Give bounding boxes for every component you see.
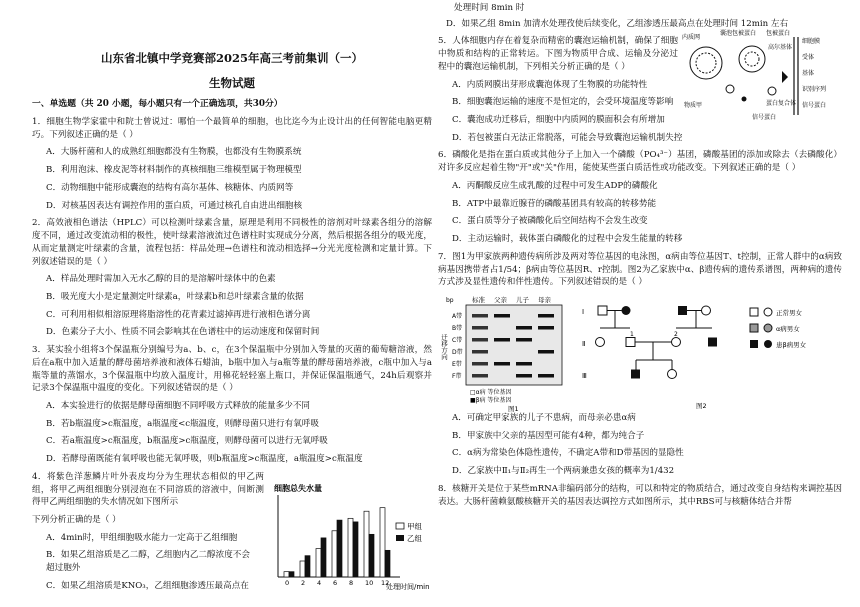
label-membrane: 细胞膜 xyxy=(802,38,821,46)
ped-I2 xyxy=(622,306,631,315)
ped-legend-3: 患β病男女 xyxy=(776,340,807,349)
label-l3: 识别序列 xyxy=(802,86,827,94)
bar-甲组-2 xyxy=(300,561,305,577)
q7-stem: 7．图1为甲家族两种遗传病所涉及两对等位基因的电泳图，α病由等位基因T、t控制，正常人群中的α病致病基因携带者占1/54；β病由等位基因R、r控制。图2为乙家族中α、β遗传病的遗传系谱图，两种病的遗传方式涉及显性遗传和伴性遗传。下列叙述错误的是（ ） xyxy=(438,251,842,288)
gel-col-1: 父亲 xyxy=(494,295,507,304)
ped-I1 xyxy=(598,306,607,315)
gel-band xyxy=(494,314,510,318)
gen-III: Ⅲ xyxy=(582,371,587,380)
legend-alpha-male xyxy=(750,324,758,332)
label-l1: 受体 xyxy=(802,54,815,62)
bar-甲组-12 xyxy=(380,508,385,577)
ped-caption: 图2 xyxy=(696,401,707,410)
q4-option-d: D．如果乙组 8min 加清水处理孜使后续变化，乙组渗透压最高点在处理时间 12min 左右 xyxy=(446,18,789,29)
gel-band xyxy=(516,362,532,366)
er-inner xyxy=(696,53,716,73)
x-tick-12: 12 xyxy=(381,578,390,587)
right-column xyxy=(438,0,842,513)
ped-III2 xyxy=(668,369,677,378)
bar-甲组-6 xyxy=(332,531,337,577)
ped-II-b xyxy=(708,337,717,346)
ped-I4 xyxy=(702,306,711,315)
x-tick-6: 6 xyxy=(333,578,338,587)
ped-II1 xyxy=(626,337,635,346)
gel-row-label: A带 xyxy=(452,312,463,320)
q4-option-b: B．如果乙组溶质是乙二醇，乙组胞内乙二醇浓度不会 xyxy=(46,550,250,561)
gel-band xyxy=(494,338,510,342)
ped-III1 xyxy=(631,369,640,378)
gel-band xyxy=(472,314,488,318)
legend-label-yi: 乙组 xyxy=(407,533,422,543)
ped-I3 xyxy=(678,306,687,315)
gel-band xyxy=(516,326,532,330)
q7-option-a: A．可确定甲家族的儿子不患病，而母亲必患α病 xyxy=(452,412,636,423)
q2-option-b: B．吸光度大小是定量测定叶绿素a，叶绿素b和总叶绿素含量的依据 xyxy=(46,291,304,302)
label-golgi: 高尔基体 xyxy=(768,44,793,52)
page-title: 山东省北镇中学竞赛部2025年高三考前集训（一） xyxy=(100,51,363,65)
q1-option-c: C．动物细胞中能形成囊泡的结构有高尔基体、核糖体、内质网等 xyxy=(46,182,294,193)
q3-option-b: B．若b瓶温度>c瓶温度，a瓶温度<c瓶温度，则酵母菌只进行有氧呼吸 xyxy=(46,418,319,429)
gel-band xyxy=(472,350,488,354)
gen-II: Ⅱ xyxy=(582,339,586,348)
q2-option-c: C．可利用相似相溶原理将脂溶性的花青素过滤掉再进行液相色谱分离 xyxy=(46,309,311,320)
q4-option-b-cont: 超过胞外 xyxy=(46,563,81,574)
ped-II-a xyxy=(596,337,605,346)
water-loss-bar-chart xyxy=(268,481,436,593)
label-vesicle: 囊泡包被蛋白 xyxy=(720,30,757,38)
gel-band xyxy=(538,374,554,378)
left-column xyxy=(32,0,432,598)
gel-legend-2: ■β病 等位基因 xyxy=(470,396,512,404)
gel-row-label: B带 xyxy=(452,324,463,332)
gel-axis-label: 迁移方向 xyxy=(440,333,448,360)
bar-甲组-0 xyxy=(284,572,289,577)
gel-caption: 图1 xyxy=(508,404,519,413)
chart-x-label: 处理时间/min xyxy=(386,582,430,591)
q6-stem: 6．磷酸化是指在蛋白质或其他分子上加入一个磷酸（PO₄³⁻）基团，磷酸基团的添加或除去（去磷酸化）对许多反应起着生物"开"或"关"作用，能使某些蛋白质活性或功能改变。下列叙述正确的是（ ） xyxy=(438,150,842,174)
label-l4: 信号蛋白 xyxy=(802,102,827,110)
er-shape xyxy=(690,47,722,79)
q3-option-a: A．本实验进行的依据是酵母菌细胞不同呼吸方式释放的能量多少不同 xyxy=(46,400,311,411)
gel-row-label: D带 xyxy=(452,348,463,356)
gel-band xyxy=(516,338,532,342)
bar-甲组-10 xyxy=(364,511,369,577)
bar-甲组-4 xyxy=(316,548,321,576)
vesicle-1 xyxy=(726,85,734,93)
ped-num-2: 2 xyxy=(674,330,678,338)
q1-option-b: B．利用泡沫、橡皮泥等材料制作的真核细胞三维模型属于物理模型 xyxy=(46,165,302,176)
ped-legend-2: α病男女 xyxy=(776,324,800,333)
vesicle-2 xyxy=(768,87,776,95)
chart-x-ticks xyxy=(285,579,389,587)
gel-row-label: F带 xyxy=(452,372,462,380)
q6-option-b: B．ATP中最靠近腺苷的磷酸基团具有较高的转移势能 xyxy=(452,198,657,209)
label-receptor: 包被蛋白 xyxy=(766,30,791,38)
q8-stem: 8．核糖开关是位于某些mRNA非编码部分的结构，可以和特定的物质结合，通过改变自身结构来调控基因表达。大肠杆菌赖氨酸核糖开关的基因表达调控方式如图所示，其中RBS可与核糖体结合并帮 xyxy=(438,483,842,507)
bar-乙组-12 xyxy=(385,550,390,577)
gen-I: Ⅰ xyxy=(582,307,585,316)
q5-option-c: C．囊泡成功迁移后，细胞中内质网的膜面积会有所增加 xyxy=(452,115,665,126)
legend-beta-male xyxy=(750,340,758,348)
bar-乙组-6 xyxy=(337,520,342,577)
gel-col-3: 母亲 xyxy=(538,295,551,304)
q3-stem: 3．某实验小组将3个保温瓶分别编号为a、b、c，在3个保温瓶中分别加入等量的灭菌的葡萄糖溶液，然后在a瓶中加入适量的酵母菌培养液和液体石蜡油，b瓶中加入与a瓶等量的酵母菌培养液，c瓶中加入与a瓶等量的蒸馏水，3个保温瓶中均放入温度计，用棉花轻轻塞上瓶口，并保证保温瓶通气，24h后观察并记录3个保温瓶中温度的变化。下列叙述错误的是（ ） xyxy=(32,345,432,394)
gel-electrophoresis-figure xyxy=(442,294,572,412)
q5-option-b: B．细胞囊泡运输的速度不是恒定的，会受环境温度等影响 xyxy=(452,97,674,108)
q5-stem: 5．人体细胞内存在着复杂而精密的囊泡运输机制，确保了细胞中物质和结构的正常转运。下图为物质甲合成、运输及分泌过程中的囊泡运输机制，下列相关分析正确的是（ ） xyxy=(438,36,678,72)
legend-swatch-jia xyxy=(396,523,404,529)
legend-alpha-female xyxy=(764,324,772,332)
x-tick-0: 0 xyxy=(285,578,290,587)
q5-option-d: D．若包被蛋白无法正常脱落，可能会导致囊泡运输机制失控 xyxy=(452,132,683,143)
gel-band xyxy=(472,338,488,342)
q7-option-c: C．α病为常染色体隐性遗传，不确定A带和D带基因的显隐性 xyxy=(452,448,684,459)
page-subtitle: 生物试题 xyxy=(209,76,255,91)
gel-bp-label: bp xyxy=(446,296,454,304)
q6-option-a: A．丙酮酸反应生成乳酸的过程中可发生ADP的磷酸化 xyxy=(452,180,658,191)
pedigree-figure xyxy=(578,294,842,412)
complex-marker xyxy=(782,71,788,83)
q3-option-d: D．若酵母菌既能有氧呼吸也能无氧呼吸，则b瓶温度>c瓶温度，a瓶温度>c瓶温度 xyxy=(46,454,363,465)
q4-option-c: C．如果乙组溶质是KNO₃，乙组细胞渗透压最高点在 xyxy=(46,580,249,591)
gel-row-label: C带 xyxy=(452,336,463,344)
legend-beta-female xyxy=(764,340,772,348)
ped-legend-1: 正常男女 xyxy=(776,308,802,317)
q2-option-d: D．色素分子大小、性质不同会影响其在色谱柱中的运动速度和保留时间 xyxy=(46,327,320,338)
gel-band xyxy=(538,326,554,330)
bar-乙组-2 xyxy=(305,556,310,577)
q4-stem-2: 下列分析正确的是（ ） xyxy=(32,515,121,526)
legend-normal-female xyxy=(764,308,772,316)
label-l2: 基体 xyxy=(802,70,815,78)
vesicle-transport-diagram xyxy=(682,29,842,125)
q1-stem: 1．细胞生物学家霍中和院士曾说过：哪怕一个最简单的细胞，也比迄今为止设计出的任何智能电脑更精巧。下列叙述正确的是（ ） xyxy=(32,117,432,140)
x-tick-4: 4 xyxy=(317,578,322,587)
gel-band xyxy=(472,326,488,330)
bar-乙组-0 xyxy=(289,572,294,577)
gel-band xyxy=(538,314,554,318)
gel-band xyxy=(472,374,488,378)
q7-option-d: D．乙家族中Ⅱ₁与Ⅱ₂再生一个两病兼患女孩的概率为1/432 xyxy=(452,466,675,477)
substance-dot xyxy=(742,97,747,102)
gel-band xyxy=(516,374,532,378)
q4-stem: 4．将紫色洋葱鳞片叶外表皮均分为生理状态相似的甲乙两组，将甲乙两组细胞分别浸泡在不同溶质的溶液中，间断测得甲乙两组细胞的失水情况如下图所示 xyxy=(32,471,264,508)
bar-乙组-8 xyxy=(353,522,358,577)
chart-bars xyxy=(284,508,390,577)
q1-option-a: A．大肠杆菌和人的成熟红细胞都没有生物膜，也都没有生物膜系统 xyxy=(46,147,302,158)
q2-option-a: A．样品处理时需加入无水乙醇的目的是溶解叶绿体中的色素 xyxy=(46,274,276,285)
label-signal: 信号蛋白 xyxy=(752,114,777,122)
gel-col-0: 标准 xyxy=(472,295,485,304)
golgi-shape xyxy=(739,46,765,72)
q3-option-c: C．若a瓶温度>c瓶温度，b瓶温度>c瓶温度，则酵母菌可以进行无氧呼吸 xyxy=(46,436,328,447)
bar-乙组-10 xyxy=(369,534,374,577)
legend-swatch-yi xyxy=(396,535,404,541)
gel-band xyxy=(538,350,554,354)
x-tick-8: 8 xyxy=(349,578,354,587)
label-substance: 物质甲 xyxy=(684,102,703,110)
legend-normal-male xyxy=(750,308,758,316)
bar-甲组-8 xyxy=(348,518,353,577)
chart-title: 细胞总失水量 xyxy=(274,483,322,493)
gel-legend-1: □α病 等位基因 xyxy=(470,388,512,396)
bar-乙组-4 xyxy=(321,538,326,577)
q2-stem: 2．高效液相色谱法（HPLC）可以检测叶绿素含量，原理是利用不同极性的溶剂对叶绿素各组分的溶解度不同，通过改变流动相的极性，使叶绿素溶液流过色谱柱时实现成分分离，然后根据各组分的吸光度，从而定量测定叶绿素的含量，流程包括：样品处理→色谱柱和流动相选择→分光光度检测和定量计算。下列叙述错误的是（ ） xyxy=(32,218,432,267)
gel-row-label: E带 xyxy=(452,360,462,368)
q4-cont-line: 处理时间 8min 时 xyxy=(454,3,525,13)
x-tick-10: 10 xyxy=(365,578,374,587)
q5-option-a: A．内质网膜出芽形成囊泡体现了生物膜的功能特性 xyxy=(452,79,648,90)
legend-label-jia: 甲组 xyxy=(407,521,422,531)
q6-option-c: C．蛋白质等分子被磷酸化后空间结构不会发生改变 xyxy=(452,216,648,227)
x-tick-2: 2 xyxy=(301,578,306,587)
q4-option-a: A．4min时，甲组细胞吸水能力一定高于乙组细胞 xyxy=(46,532,238,543)
golgi-inner xyxy=(745,52,759,66)
q7-figures xyxy=(438,294,842,412)
ped-num-1: 1 xyxy=(630,330,634,338)
q1-option-d: D．对核基因表达有调控作用的蛋白质，可通过核孔自由进出细胞核 xyxy=(46,200,303,211)
ped-II2 xyxy=(672,337,681,346)
section-heading: 一、单选题（共 20 小题，每小题只有一个正确选项，共30分） xyxy=(32,99,283,110)
gel-band xyxy=(472,362,488,366)
label-marker: 蛋白复合体 xyxy=(766,100,797,108)
q7-option-b: B．甲家族中父亲的基因型可能有4种，都为纯合子 xyxy=(452,430,645,441)
gel-band xyxy=(494,362,510,366)
gel-col-2: 儿子 xyxy=(516,295,529,304)
q6-option-d: D．主动运输时，载体蛋白磷酸化的过程中会发生能量的转移 xyxy=(452,234,683,245)
label-er: 内质网 xyxy=(682,34,701,42)
